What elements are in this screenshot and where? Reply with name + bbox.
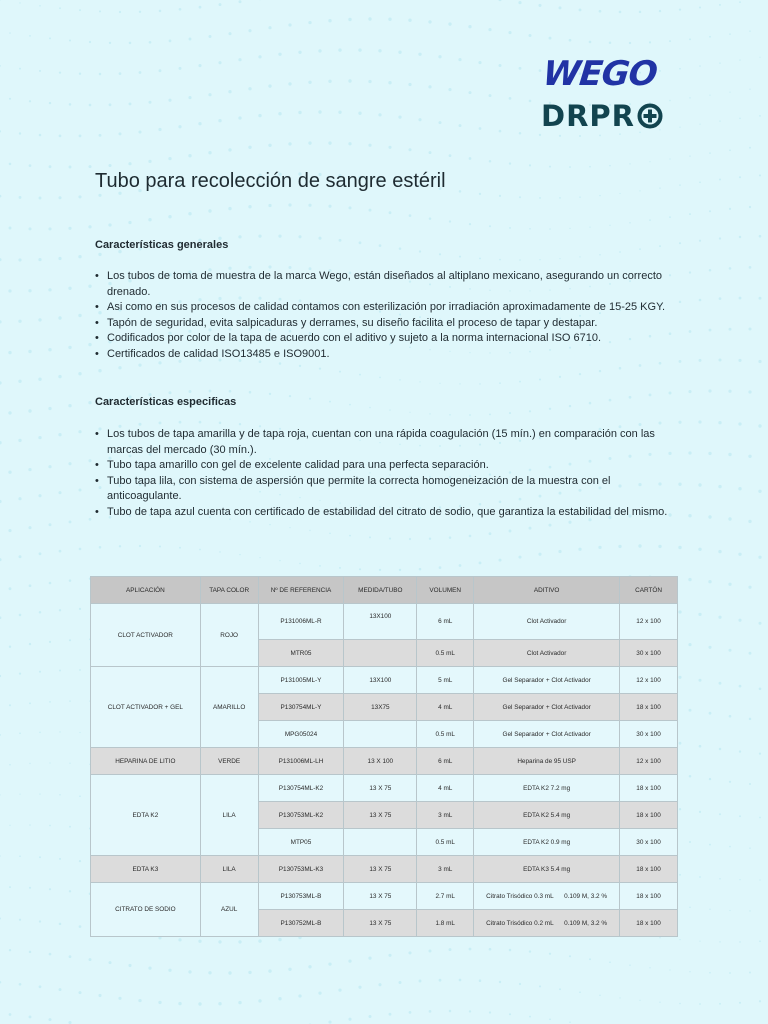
carton-cell: 18 x 100 bbox=[620, 883, 678, 910]
application-cell: EDTA K2 bbox=[91, 775, 201, 856]
drpro-logo-text: DRPR bbox=[541, 99, 635, 133]
additive-cell: EDTA K3 5.4 mg bbox=[474, 856, 620, 883]
application-cell: CLOT ACTIVADOR + GEL bbox=[91, 667, 201, 748]
additive-cell: Gel Separador + Clot Activador bbox=[474, 694, 620, 721]
volume-cell: 0.5 mL bbox=[417, 721, 474, 748]
plus-circle-icon bbox=[637, 103, 663, 129]
table-row bbox=[91, 856, 678, 883]
carton-cell: 18 x 100 bbox=[620, 775, 678, 802]
cap-color-cell: VERDE bbox=[200, 748, 258, 775]
carton-cell: 12 x 100 bbox=[620, 604, 678, 640]
additive-cell: Clot Activador bbox=[474, 640, 620, 667]
volume-cell: 4 mL bbox=[417, 775, 474, 802]
volume-cell: 3 mL bbox=[417, 802, 474, 829]
reference-cell: P130753ML-K2 bbox=[258, 802, 344, 829]
volume-cell: 3 mL bbox=[417, 856, 474, 883]
application-cell: HEPARINA DE LITIO bbox=[91, 748, 201, 775]
wego-logo: WEGO bbox=[540, 54, 659, 94]
column-header: MEDIDA/TUBO bbox=[344, 577, 417, 604]
carton-cell: 12 x 100 bbox=[620, 748, 678, 775]
size-cell bbox=[344, 829, 417, 856]
carton-cell: 18 x 100 bbox=[620, 910, 678, 937]
list-item: • Certificados de calidad ISO13485 e ISO9001. bbox=[95, 347, 330, 360]
reference-cell: P130752ML-B bbox=[258, 910, 344, 937]
carton-cell: 30 x 100 bbox=[620, 721, 678, 748]
product-table bbox=[90, 576, 678, 937]
document-title: Tubo para recolección de sangre estéril bbox=[95, 170, 446, 192]
reference-cell: MTP05 bbox=[258, 829, 344, 856]
carton-cell: 30 x 100 bbox=[620, 640, 678, 667]
volume-cell: 6 mL bbox=[417, 604, 474, 640]
reference-cell: P131005ML-Y bbox=[258, 667, 344, 694]
additive-cell: EDTA K2 0.9 mg bbox=[474, 829, 620, 856]
size-cell: 13 X 100 bbox=[344, 748, 417, 775]
application-cell: CITRATO DE SODIO bbox=[91, 883, 201, 937]
size-cell: 13X75 bbox=[344, 694, 417, 721]
specific-features-list bbox=[95, 427, 675, 520]
cap-color-cell: LILA bbox=[200, 856, 258, 883]
table-header-row bbox=[91, 577, 678, 604]
application-cell: EDTA K3 bbox=[91, 856, 201, 883]
additive-cell: Gel Separador + Clot Activador bbox=[474, 667, 620, 694]
volume-cell: 2.7 mL bbox=[417, 883, 474, 910]
reference-cell: P131006ML-R bbox=[258, 604, 344, 640]
cap-color-cell: AZUL bbox=[200, 883, 258, 937]
additive-cell: Clot Activador bbox=[474, 604, 620, 640]
volume-cell: 1.8 mL bbox=[417, 910, 474, 937]
cap-color-cell: AMARILLO bbox=[200, 667, 258, 748]
size-cell: 13 X 75 bbox=[344, 856, 417, 883]
specific-features-heading: Características especificas bbox=[95, 396, 237, 408]
cap-color-cell: ROJO bbox=[200, 604, 258, 667]
additive-cell: EDTA K2 5.4 mg bbox=[474, 802, 620, 829]
volume-cell: 0.5 mL bbox=[417, 640, 474, 667]
list-item: • Los tubos de tapa amarilla y de tapa roja, cuentan con una rápida coagulación (15 mín.) en comparación con las marcas del mercado (30 mín.). bbox=[95, 428, 655, 456]
size-cell: 13X100 bbox=[344, 667, 417, 694]
column-header: Nº DE REFERENCIA bbox=[258, 577, 344, 604]
carton-cell: 30 x 100 bbox=[620, 829, 678, 856]
reference-cell: P130754ML-Y bbox=[258, 694, 344, 721]
list-item: • Codificados por color de la tapa de acuerdo con el aditivo y sujeto a la norma internacional ISO 6710. bbox=[95, 332, 602, 344]
carton-cell: 18 x 100 bbox=[620, 856, 678, 883]
table-row bbox=[91, 883, 678, 910]
size-cell: 13 X 75 bbox=[344, 910, 417, 937]
table-row bbox=[91, 667, 678, 694]
general-features-heading: Características generales bbox=[95, 239, 229, 251]
column-header: TAPA COLOR bbox=[200, 577, 258, 604]
cap-color-cell: LILA bbox=[200, 775, 258, 856]
column-header: ADITIVO bbox=[474, 577, 620, 604]
additive-cell: Citrato Trisódico 0.3 mL 0.109 M, 3.2 % bbox=[474, 883, 620, 910]
list-item: • Tubo tapa lila, con sistema de aspersión que permite la correcta homogeneización de la muestra con el anticoagulante. bbox=[95, 474, 611, 502]
column-header: CARTÓN bbox=[620, 577, 678, 604]
carton-cell: 12 x 100 bbox=[620, 667, 678, 694]
table-row bbox=[91, 604, 678, 640]
volume-cell: 5 mL bbox=[417, 667, 474, 694]
size-cell: 13X100 bbox=[344, 604, 417, 640]
general-features-list bbox=[95, 269, 675, 362]
volume-cell: 0.5 mL bbox=[417, 829, 474, 856]
reference-cell: P130753ML-K3 bbox=[258, 856, 344, 883]
volume-cell: 6 mL bbox=[417, 748, 474, 775]
reference-cell: P131006ML-LH bbox=[258, 748, 344, 775]
list-item: • Tubo tapa amarillo con gel de excelente calidad para una perfecta separación. bbox=[95, 459, 489, 471]
additive-cell: Citrato Trisódico 0.2 mL 0.109 M, 3.2 % bbox=[474, 910, 620, 937]
carton-cell: 18 x 100 bbox=[620, 802, 678, 829]
size-cell: 13 X 75 bbox=[344, 775, 417, 802]
additive-cell: Heparina de 95 USP bbox=[474, 748, 620, 775]
application-cell: CLOT ACTIVADOR bbox=[91, 604, 201, 667]
size-cell: 13 X 75 bbox=[344, 883, 417, 910]
table-row bbox=[91, 775, 678, 802]
additive-cell: Gel Separador + Clot Activador bbox=[474, 721, 620, 748]
size-cell bbox=[344, 721, 417, 748]
list-item: • Tapón de seguridad, evita salpicaduras y derrames, su diseño facilita el proceso de tapar y destapar. bbox=[95, 316, 598, 329]
reference-cell: MTR05 bbox=[258, 640, 344, 667]
reference-cell: P130753ML-B bbox=[258, 883, 344, 910]
column-header: APLICACIÓN bbox=[91, 577, 201, 604]
additive-cell: EDTA K2 7.2 mg bbox=[474, 775, 620, 802]
table-row bbox=[91, 748, 678, 775]
size-cell: 13 X 75 bbox=[344, 802, 417, 829]
list-item: • Los tubos de toma de muestra de la marca Wego, están diseñados al altiplano mexicano, asegurando un correcto drenado. bbox=[95, 270, 663, 298]
size-cell bbox=[344, 640, 417, 667]
column-header: VOLUMEN bbox=[417, 577, 474, 604]
list-item: • Asi como en sus procesos de calidad contamos con esterilización por irradiación aproximadamente de 15-25 KGY. bbox=[95, 301, 666, 313]
reference-cell: P130754ML-K2 bbox=[258, 775, 344, 802]
drpro-logo bbox=[541, 98, 663, 134]
volume-cell: 4 mL bbox=[417, 694, 474, 721]
list-item: • Tubo de tapa azul cuenta con certificado de estabilidad del citrato de sodio, que garantiza la estabilidad del mismo. bbox=[95, 505, 668, 518]
reference-cell: MPG05024 bbox=[258, 721, 344, 748]
carton-cell: 18 x 100 bbox=[620, 694, 678, 721]
